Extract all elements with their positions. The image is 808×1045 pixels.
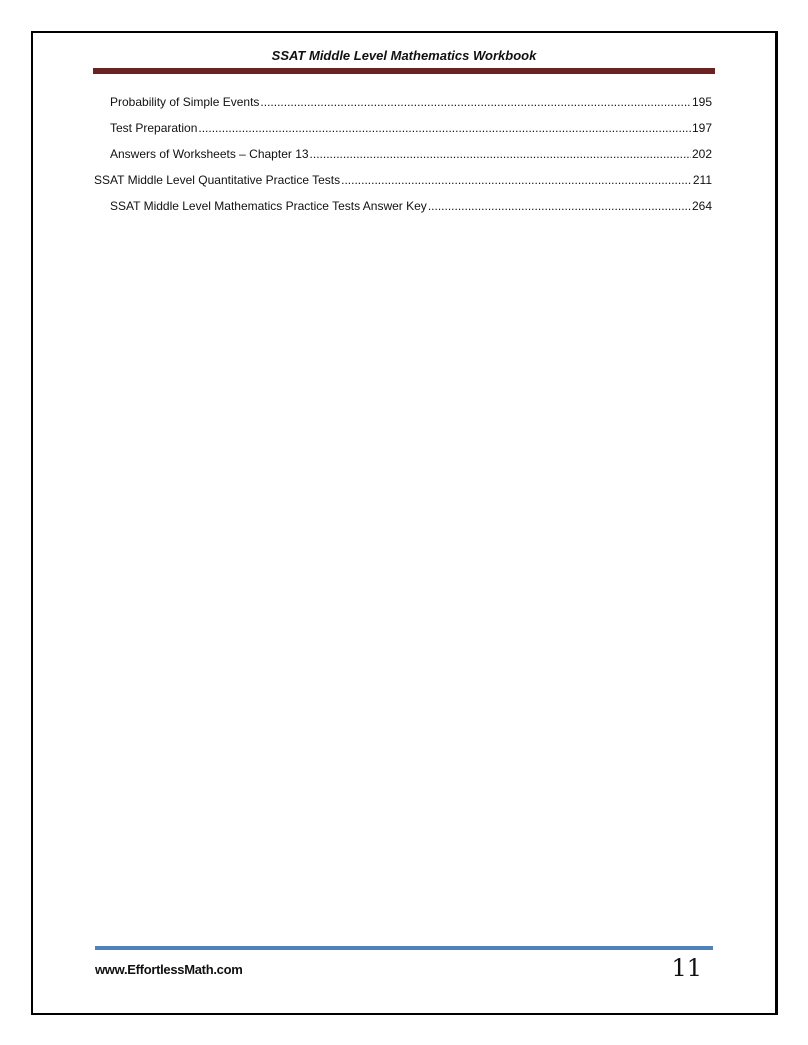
toc-entry-page: 197 bbox=[691, 121, 712, 135]
footer-website: www.EffortlessMath.com bbox=[95, 962, 243, 977]
toc-entry-label: Probability of Simple Events bbox=[110, 95, 260, 109]
toc-entry-page: 211 bbox=[692, 173, 712, 187]
toc-leader-dots bbox=[260, 95, 691, 109]
footer-divider bbox=[95, 946, 713, 950]
toc-leader-dots bbox=[198, 121, 691, 135]
toc-entry-label: Answers of Worksheets – Chapter 13 bbox=[110, 147, 309, 161]
toc-entry-label: SSAT Middle Level Quantitative Practice Tests bbox=[94, 173, 341, 187]
toc-entry-page: 264 bbox=[691, 199, 712, 213]
toc-entry[interactable] bbox=[110, 199, 712, 215]
toc-entry-page: 202 bbox=[691, 147, 712, 161]
header-divider bbox=[93, 68, 715, 74]
toc-entry-label: SSAT Middle Level Mathematics Practice Tests Answer Key bbox=[110, 199, 427, 213]
toc-entry[interactable] bbox=[110, 121, 712, 137]
toc-entry[interactable] bbox=[110, 95, 712, 111]
toc-entry-label: Test Preparation bbox=[110, 121, 198, 135]
toc-entry-page: 195 bbox=[691, 95, 712, 109]
running-header-title: SSAT Middle Level Mathematics Workbook bbox=[271, 48, 537, 63]
toc-leader-dots bbox=[341, 173, 692, 187]
page-number: 11 bbox=[671, 954, 702, 982]
toc-entry[interactable] bbox=[110, 147, 712, 163]
toc-leader-dots bbox=[310, 147, 691, 161]
toc-entry[interactable] bbox=[94, 173, 712, 189]
toc-leader-dots bbox=[428, 199, 691, 213]
